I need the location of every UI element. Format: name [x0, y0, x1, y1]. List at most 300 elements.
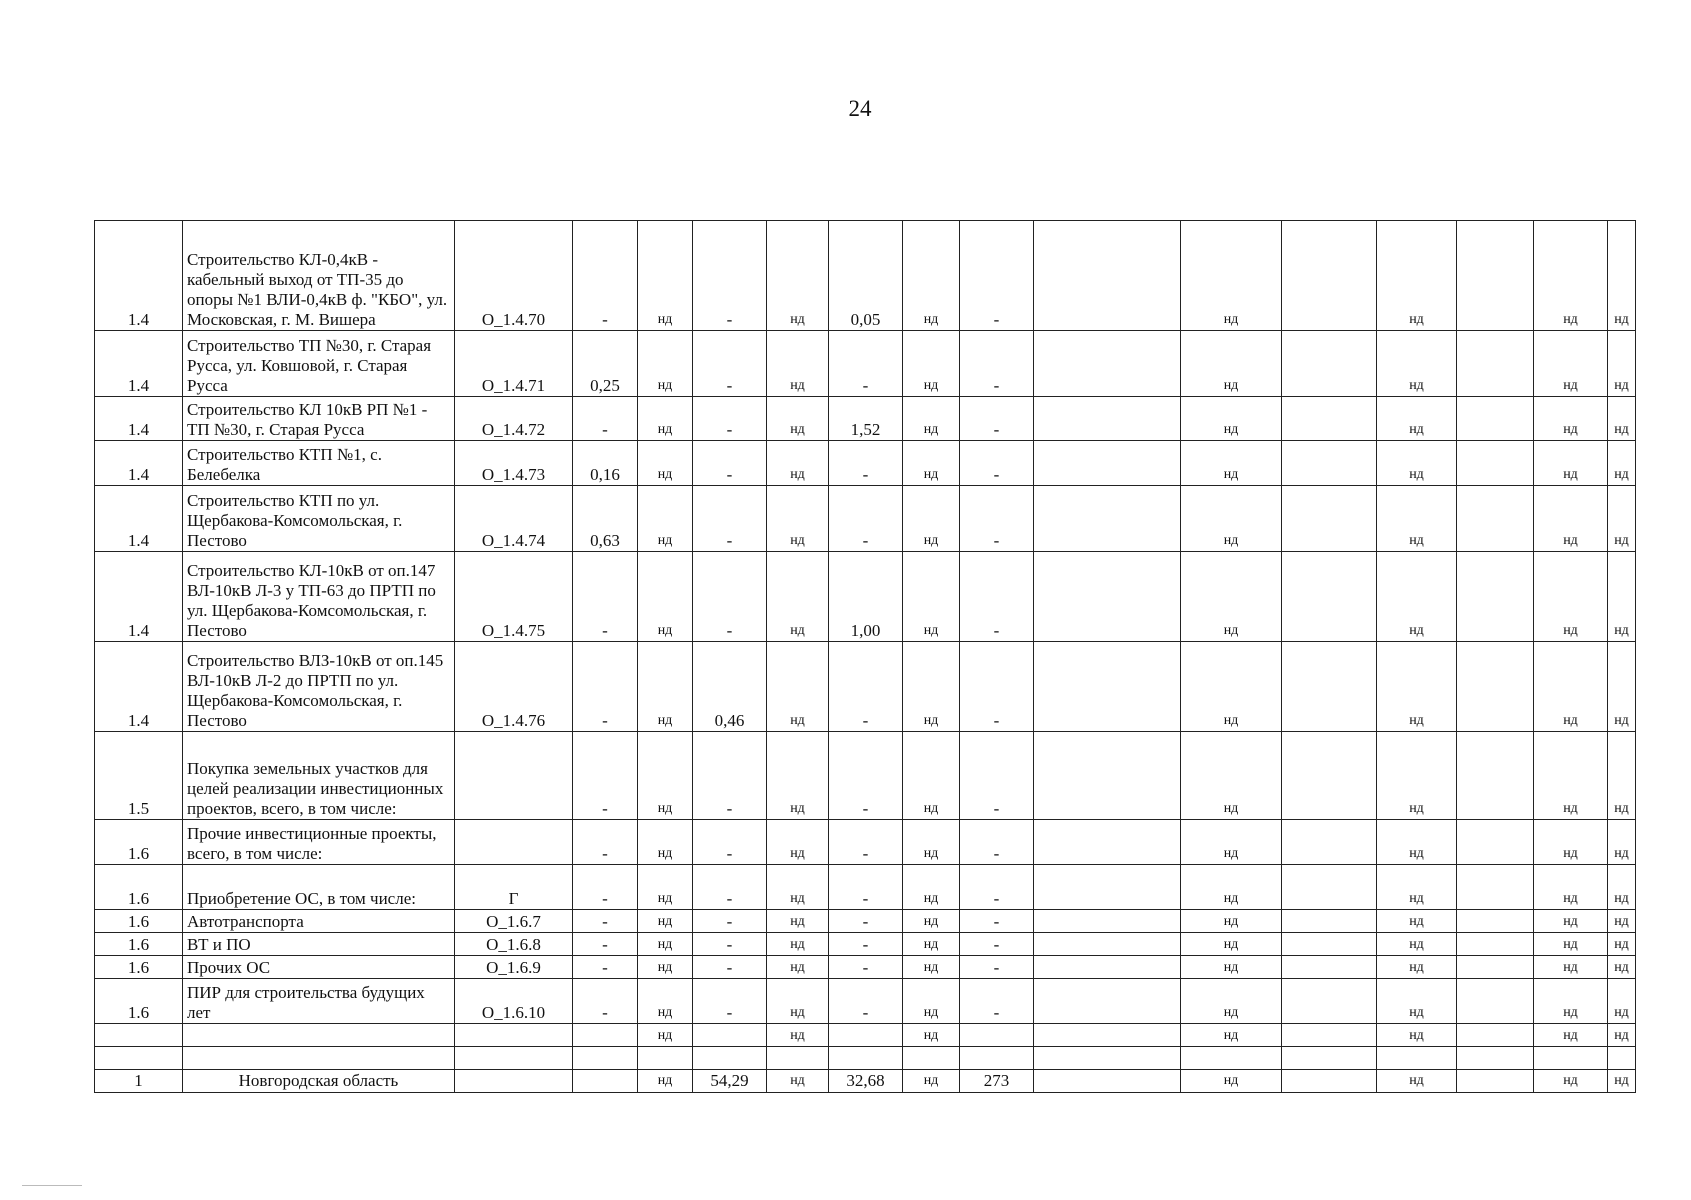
nd-cell: нд	[903, 732, 960, 820]
nd-cell: нд	[1534, 933, 1608, 956]
nd-cell: нд	[767, 441, 829, 486]
nd-cell: нд	[1608, 956, 1636, 979]
nd-cell: нд	[638, 1070, 693, 1093]
value-cell: -	[960, 552, 1034, 642]
empty-cell	[1282, 979, 1377, 1024]
nd-cell: нд	[903, 552, 960, 642]
empty-cell	[1034, 933, 1181, 956]
nd-cell: нд	[1377, 865, 1457, 910]
value-cell: -	[573, 221, 638, 331]
nd-cell: нд	[638, 933, 693, 956]
nd-cell: нд	[1608, 486, 1636, 552]
value-cell: -	[693, 331, 767, 397]
total-value: 54,29	[693, 1070, 767, 1093]
nd-cell: нд	[1608, 441, 1636, 486]
empty-cell	[1034, 820, 1181, 865]
empty-cell	[1282, 732, 1377, 820]
empty-cell	[1457, 910, 1534, 933]
nd-cell: нд	[1608, 933, 1636, 956]
nd-cell: нд	[767, 865, 829, 910]
nd-cell: нд	[1377, 441, 1457, 486]
nd-cell: нд	[1181, 331, 1282, 397]
value-cell: -	[829, 642, 903, 732]
table-row	[95, 732, 1636, 820]
value-cell: -	[693, 820, 767, 865]
value-cell: -	[693, 486, 767, 552]
nd-cell: нд	[1608, 910, 1636, 933]
nd-cell: нд	[1377, 979, 1457, 1024]
value-cell: -	[693, 979, 767, 1024]
nd-cell: нд	[903, 486, 960, 552]
value-cell: -	[573, 956, 638, 979]
value-cell: -	[573, 865, 638, 910]
nd-cell: нд	[638, 910, 693, 933]
nd-cell: нд	[1534, 979, 1608, 1024]
empty-cell	[95, 1024, 183, 1047]
row-name: Строительство КЛ-0,4кВ - кабельный выход от ТП-35 до опоры №1 ВЛИ-0,4кВ ф. "КБО", ул. Московская, г. М. Вишера	[183, 221, 455, 331]
empty-cell	[960, 1047, 1034, 1070]
empty-cell	[1034, 397, 1181, 441]
nd-cell: нд	[767, 956, 829, 979]
empty-cell	[1034, 552, 1181, 642]
empty-cell	[1034, 910, 1181, 933]
value-cell: -	[573, 910, 638, 933]
value-cell: -	[693, 397, 767, 441]
nd-cell: нд	[1534, 956, 1608, 979]
nd-cell: нд	[767, 552, 829, 642]
empty-cell	[1282, 933, 1377, 956]
nd-cell: нд	[1608, 1070, 1636, 1093]
row-name: Прочие инвестиционные проекты, всего, в том числе:	[183, 820, 455, 865]
nd-cell: нд	[1608, 397, 1636, 441]
empty-cell	[1457, 331, 1534, 397]
value-cell: -	[573, 552, 638, 642]
value-cell: -	[829, 865, 903, 910]
empty-cell	[573, 1047, 638, 1070]
empty-cell	[1457, 397, 1534, 441]
value-cell: -	[960, 820, 1034, 865]
page-number: 24	[848, 96, 872, 121]
row-code	[455, 820, 573, 865]
nd-cell: нд	[903, 956, 960, 979]
row-code: О_1.4.75	[455, 552, 573, 642]
nd-cell: нд	[903, 1070, 960, 1093]
nd-cell: нд	[903, 979, 960, 1024]
nd-cell: нд	[767, 933, 829, 956]
empty-cell	[1034, 441, 1181, 486]
row-name: Строительство КТП №1, с. Белебелка	[183, 441, 455, 486]
value-cell: -	[960, 956, 1034, 979]
value-cell: -	[573, 820, 638, 865]
nd-cell: нд	[638, 865, 693, 910]
row-code: О_1.4.74	[455, 486, 573, 552]
nd-cell: нд	[1181, 910, 1282, 933]
value-cell: -	[573, 732, 638, 820]
row-number: 1.6	[95, 956, 183, 979]
value-cell: -	[960, 933, 1034, 956]
table-row	[95, 441, 1636, 486]
row-name: ПИР для строительства будущих лет	[183, 979, 455, 1024]
nd-cell: нд	[1534, 486, 1608, 552]
nd-cell: нд	[1534, 1024, 1608, 1047]
total-region-name: Новгородская область	[183, 1070, 455, 1093]
nd-cell: нд	[638, 221, 693, 331]
nd-cell: нд	[767, 331, 829, 397]
empty-cell	[1457, 979, 1534, 1024]
row-number: 1.4	[95, 552, 183, 642]
value-cell: -	[960, 397, 1034, 441]
nd-cell: нд	[1534, 441, 1608, 486]
value-cell: -	[829, 956, 903, 979]
nd-cell: нд	[1377, 732, 1457, 820]
empty-cell	[1457, 486, 1534, 552]
value-cell: 0,25	[573, 331, 638, 397]
table-row	[95, 820, 1636, 865]
table-row	[95, 331, 1636, 397]
empty-cell	[1034, 1070, 1181, 1093]
value-cell: -	[960, 732, 1034, 820]
empty-cell	[1282, 820, 1377, 865]
nd-cell: нд	[638, 642, 693, 732]
empty-cell	[1377, 1047, 1457, 1070]
nd-cell: нд	[1608, 1024, 1636, 1047]
value-cell: -	[693, 933, 767, 956]
empty-cell	[638, 1047, 693, 1070]
value-cell: -	[693, 956, 767, 979]
nd-cell: нд	[903, 820, 960, 865]
value-cell: 0,46	[693, 642, 767, 732]
total-row	[95, 1070, 1636, 1093]
value-cell: -	[693, 865, 767, 910]
table-row	[95, 956, 1636, 979]
row-name: Покупка земельных участков для целей реализации инвестиционных проектов, всего, в том числе:	[183, 732, 455, 820]
nd-cell: нд	[638, 331, 693, 397]
nd-cell: нд	[1534, 642, 1608, 732]
empty-cell	[829, 1047, 903, 1070]
nd-cell: нд	[903, 933, 960, 956]
row-name: Строительство ВЛЗ-10кВ от оп.145 ВЛ-10кВ Л-2 до ПРТП по ул. Щербакова-Комсомольская, г. Пестово	[183, 642, 455, 732]
empty-cell	[1457, 820, 1534, 865]
row-number: 1.6	[95, 933, 183, 956]
nd-cell: нд	[1377, 910, 1457, 933]
nd-cell: нд	[903, 865, 960, 910]
nd-cell: нд	[767, 732, 829, 820]
nd-cell: нд	[903, 331, 960, 397]
value-cell: -	[573, 397, 638, 441]
nd-cell: нд	[1534, 552, 1608, 642]
scan-artifact	[22, 1185, 82, 1186]
empty-cell	[183, 1047, 455, 1070]
nd-cell: нд	[1181, 979, 1282, 1024]
value-cell: -	[960, 221, 1034, 331]
nd-cell: нд	[1181, 642, 1282, 732]
nd-cell: нд	[1377, 486, 1457, 552]
empty-cell	[903, 1047, 960, 1070]
nd-cell: нд	[1181, 441, 1282, 486]
nd-cell: нд	[1534, 820, 1608, 865]
table-row	[95, 486, 1636, 552]
table-row	[95, 979, 1636, 1024]
nd-cell: нд	[1377, 552, 1457, 642]
value-cell: -	[960, 910, 1034, 933]
row-code: О_1.4.70	[455, 221, 573, 331]
value-cell: -	[573, 933, 638, 956]
total-value: 32,68	[829, 1070, 903, 1093]
nd-cell: нд	[1534, 397, 1608, 441]
nd-cell: нд	[1608, 221, 1636, 331]
empty-cell	[455, 1024, 573, 1047]
nd-cell: нд	[1608, 552, 1636, 642]
empty-cell	[829, 1024, 903, 1047]
empty-cell	[1282, 441, 1377, 486]
nd-cell: нд	[903, 642, 960, 732]
empty-cell	[183, 1024, 455, 1047]
empty-cell	[1457, 1047, 1534, 1070]
empty-cell	[1282, 221, 1377, 331]
value-cell: -	[829, 910, 903, 933]
nd-cell: нд	[1377, 1024, 1457, 1047]
empty-cell	[1034, 331, 1181, 397]
row-name: Прочих ОС	[183, 956, 455, 979]
empty-cell	[1457, 1024, 1534, 1047]
empty-cell	[1282, 910, 1377, 933]
nd-cell: нд	[1181, 865, 1282, 910]
row-code: О_1.4.71	[455, 331, 573, 397]
row-name: Строительство ТП №30, г. Старая Русса, ул. Ковшовой, г. Старая Русса	[183, 331, 455, 397]
empty-cell	[1034, 1024, 1181, 1047]
nd-cell: нд	[903, 1024, 960, 1047]
empty-cell	[1457, 221, 1534, 331]
nd-cell: нд	[1181, 552, 1282, 642]
nd-cell: нд	[1181, 732, 1282, 820]
nd-cell: нд	[1181, 486, 1282, 552]
nd-cell: нд	[767, 979, 829, 1024]
value-cell: 1,52	[829, 397, 903, 441]
nd-cell: нд	[638, 820, 693, 865]
value-cell: -	[829, 331, 903, 397]
empty-cell	[573, 1070, 638, 1093]
nd-cell: нд	[1534, 1070, 1608, 1093]
empty-cell	[1457, 865, 1534, 910]
row-number: 1.6	[95, 820, 183, 865]
value-cell: -	[573, 979, 638, 1024]
nd-cell: нд	[638, 732, 693, 820]
nd-cell: нд	[638, 486, 693, 552]
row-number: 1.4	[95, 331, 183, 397]
empty-cell	[1282, 642, 1377, 732]
empty-cell	[1282, 1047, 1377, 1070]
value-cell: -	[693, 441, 767, 486]
nd-cell: нд	[903, 221, 960, 331]
value-cell: -	[960, 486, 1034, 552]
value-cell: -	[693, 732, 767, 820]
empty-cell	[1457, 642, 1534, 732]
row-number: 1.6	[95, 910, 183, 933]
empty-cell	[1282, 956, 1377, 979]
nd-cell: нд	[638, 397, 693, 441]
row-code: О_1.6.8	[455, 933, 573, 956]
nd-cell: нд	[1377, 956, 1457, 979]
nd-cell: нд	[903, 441, 960, 486]
nd-cell: нд	[1181, 1070, 1282, 1093]
table-row	[95, 865, 1636, 910]
nd-cell: нд	[1608, 865, 1636, 910]
table-body	[95, 221, 1636, 1093]
table-row	[95, 397, 1636, 441]
nd-cell: нд	[638, 956, 693, 979]
nd-cell: нд	[1534, 331, 1608, 397]
empty-cell	[1181, 1047, 1282, 1070]
empty-cell	[1034, 1047, 1181, 1070]
nd-cell: нд	[638, 979, 693, 1024]
row-number: 1.4	[95, 486, 183, 552]
value-cell: -	[829, 441, 903, 486]
nd-cell: нд	[1377, 642, 1457, 732]
nd-cell: нд	[1181, 1024, 1282, 1047]
nd-cell: нд	[767, 397, 829, 441]
row-code: О_1.4.76	[455, 642, 573, 732]
empty-cell	[455, 1047, 573, 1070]
row-name: Строительство КЛ-10кВ от оп.147 ВЛ-10кВ Л-3 у ТП-63 до ПРТП по ул. Щербакова-Комсомольская, г. Пестово	[183, 552, 455, 642]
value-cell: -	[829, 732, 903, 820]
value-cell: -	[829, 486, 903, 552]
empty-cell	[1034, 732, 1181, 820]
nd-cell: нд	[1534, 732, 1608, 820]
row-code: О_1.6.10	[455, 979, 573, 1024]
nd-cell: нд	[1377, 397, 1457, 441]
empty-cell	[1457, 956, 1534, 979]
empty-cell	[1282, 486, 1377, 552]
row-number: 1.5	[95, 732, 183, 820]
nd-cell: нд	[767, 1024, 829, 1047]
value-cell: -	[960, 642, 1034, 732]
empty-cell	[455, 1070, 573, 1093]
nd-cell: нд	[767, 221, 829, 331]
total-number: 1	[95, 1070, 183, 1093]
row-number: 1.6	[95, 865, 183, 910]
nd-cell: нд	[1608, 331, 1636, 397]
nd-cell: нд	[903, 910, 960, 933]
nd-cell: нд	[767, 820, 829, 865]
nd-cell: нд	[1534, 910, 1608, 933]
table-row	[95, 933, 1636, 956]
investment-table	[94, 220, 1636, 1093]
empty-cell	[1282, 865, 1377, 910]
empty-cell	[573, 1024, 638, 1047]
empty-cell	[693, 1024, 767, 1047]
row-code: Г	[455, 865, 573, 910]
empty-cell	[1034, 956, 1181, 979]
row-code: О_1.6.7	[455, 910, 573, 933]
row-code: О_1.4.72	[455, 397, 573, 441]
value-cell: -	[829, 820, 903, 865]
nd-cell: нд	[1608, 820, 1636, 865]
value-cell: -	[829, 933, 903, 956]
table-row	[95, 1047, 1636, 1070]
empty-cell	[693, 1047, 767, 1070]
row-number: 1.4	[95, 397, 183, 441]
nd-cell: нд	[1377, 933, 1457, 956]
nd-cell: нд	[767, 486, 829, 552]
value-cell: 0,63	[573, 486, 638, 552]
row-code: О_1.4.73	[455, 441, 573, 486]
nd-cell: нд	[638, 441, 693, 486]
nd-cell: нд	[903, 397, 960, 441]
nd-cell: нд	[1181, 956, 1282, 979]
row-name: Строительство КТП по ул. Щербакова-Комсомольская, г. Пестово	[183, 486, 455, 552]
nd-cell: нд	[1534, 221, 1608, 331]
empty-cell	[1034, 865, 1181, 910]
value-cell: 0,16	[573, 441, 638, 486]
value-cell: -	[960, 979, 1034, 1024]
nd-cell: нд	[1608, 642, 1636, 732]
empty-cell	[1457, 732, 1534, 820]
empty-cell	[1534, 1047, 1608, 1070]
nd-cell: нд	[767, 910, 829, 933]
nd-cell: нд	[767, 1070, 829, 1093]
row-name: ВТ и ПО	[183, 933, 455, 956]
empty-cell	[1457, 552, 1534, 642]
empty-cell	[1282, 397, 1377, 441]
total-value: 273	[960, 1070, 1034, 1093]
empty-cell	[1034, 221, 1181, 331]
row-name: Автотранспорта	[183, 910, 455, 933]
empty-cell	[1282, 1070, 1377, 1093]
empty-cell	[1034, 642, 1181, 732]
empty-cell	[1282, 331, 1377, 397]
value-cell: -	[693, 910, 767, 933]
empty-cell	[1608, 1047, 1636, 1070]
nd-cell: нд	[1534, 865, 1608, 910]
empty-cell	[1282, 552, 1377, 642]
nd-cell: нд	[1377, 820, 1457, 865]
nd-cell: нд	[1377, 221, 1457, 331]
nd-cell: нд	[1181, 221, 1282, 331]
table-row	[95, 221, 1636, 331]
nd-cell: нд	[767, 642, 829, 732]
value-cell: 0,05	[829, 221, 903, 331]
nd-cell: нд	[1608, 732, 1636, 820]
row-name: Приобретение ОС, в том числе:	[183, 865, 455, 910]
value-cell: 1,00	[829, 552, 903, 642]
empty-cell	[767, 1047, 829, 1070]
value-cell: -	[960, 331, 1034, 397]
value-cell: -	[960, 865, 1034, 910]
table-row	[95, 642, 1636, 732]
value-cell: -	[960, 441, 1034, 486]
row-number: 1.4	[95, 221, 183, 331]
row-name: Строительство КЛ 10кВ РП №1 - ТП №30, г. Старая Русса	[183, 397, 455, 441]
row-code	[455, 732, 573, 820]
empty-cell	[95, 1047, 183, 1070]
row-number: 1.4	[95, 642, 183, 732]
nd-cell: нд	[1181, 820, 1282, 865]
empty-cell	[1457, 933, 1534, 956]
empty-cell	[960, 1024, 1034, 1047]
table-row	[95, 1024, 1636, 1047]
value-cell: -	[693, 552, 767, 642]
nd-cell: нд	[1377, 331, 1457, 397]
row-number: 1.4	[95, 441, 183, 486]
value-cell: -	[829, 979, 903, 1024]
table-row	[95, 552, 1636, 642]
value-cell: -	[573, 642, 638, 732]
nd-cell: нд	[638, 552, 693, 642]
nd-cell: нд	[1377, 1070, 1457, 1093]
nd-cell: нд	[1181, 397, 1282, 441]
empty-cell	[1034, 979, 1181, 1024]
nd-cell: нд	[1608, 979, 1636, 1024]
